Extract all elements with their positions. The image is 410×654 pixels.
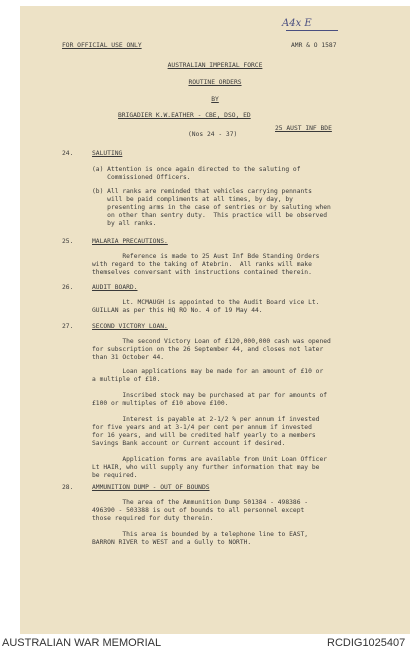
item-heading: SALUTING <box>92 150 123 157</box>
item-line: for subscription on the 26 September 44, and closes not later <box>92 346 324 353</box>
item-line: (a) Attention is once again directed to the saluting of <box>92 166 301 173</box>
by-label: BY <box>211 96 219 103</box>
item-line: The area of the Ammunition Dump 501384 - 498386 - <box>92 499 309 506</box>
item-line: 496390 - 503388 is out of bounds to all personnel except <box>92 507 305 514</box>
item-line: Application forms are available from Unit Loan Officer <box>92 456 328 463</box>
footer-institution: AUSTRALIAN WAR MEMORIAL <box>2 637 162 649</box>
item-line: those required for duty therein. <box>92 515 214 522</box>
orders-range: (Nos 24 - 37) <box>188 131 238 138</box>
item-line: Lt HAIR, who will supply any further information that may be <box>92 464 320 471</box>
item-line: Inscribed stock may be purchased at par for amounts of <box>92 392 328 399</box>
item-number: 27. <box>62 323 74 330</box>
item-heading: MALARIA PRECAUTIONS. <box>92 238 168 245</box>
item-line: will be paid compliments at all times, by day, by <box>92 196 293 203</box>
item-line: GUILLAN as per this HQ RO No. 4 of 19 May 44. <box>92 307 263 314</box>
item-line: with regard to the taking of Atebrin. All ranks will make <box>92 261 312 268</box>
item-number: 26. <box>62 284 74 291</box>
item-line: Lt. MCMAUGH is appointed to the Audit Board vice Lt. <box>92 299 320 306</box>
item-number: 24. <box>62 150 74 157</box>
document-reference: AMR & O 1587 <box>291 42 337 49</box>
item-line: Loan applications may be made for an amount of £10 or <box>92 368 324 375</box>
item-line: on other than sentry duty. This practice will be observed <box>92 212 328 219</box>
item-line: themselves conversant with instructions contained therein. <box>92 269 312 276</box>
item-line: than 31 October 44. <box>92 354 165 361</box>
item-line: Interest is payable at 2-1/2 % per annum if invested <box>92 416 320 423</box>
item-heading: SECOND VICTORY LOAN. <box>92 323 168 330</box>
classification-label: FOR OFFICIAL USE ONLY <box>62 42 142 49</box>
item-line: a multiple of £10. <box>92 376 161 383</box>
unit-name: 25 AUST INF BDE <box>275 125 332 132</box>
item-line: for five years and at 3-1/4 per cent per annum if invested <box>92 424 312 431</box>
item-heading: AUDIT BOARD. <box>92 284 138 291</box>
item-line: for 16 years, and will be credited half yearly to a members <box>92 432 316 439</box>
item-line: (b) All ranks are reminded that vehicles carrying pennants <box>92 188 312 195</box>
footer-record-id: RCDIG1025407 <box>327 637 406 649</box>
archive-footer <box>0 634 410 654</box>
item-heading: AMMUNITION DUMP - OUT OF BOUNDS <box>92 484 210 491</box>
item-line: by all ranks. <box>92 220 157 227</box>
item-line: BARRON RIVER to WEST and a Gully to NORTH. <box>92 539 252 546</box>
item-number: 25. <box>62 238 74 245</box>
author-line: BRIGADIER K.W.EATHER - CBE, DSO, ED <box>118 112 251 119</box>
organization-title: AUSTRALIAN IMPERIAL FORCE <box>167 62 263 69</box>
item-line: presenting arms in the case of sentries or by saluting when <box>92 204 331 211</box>
item-line: £100 or multiples of £10 above £100. <box>92 400 229 407</box>
item-line: be required. <box>92 472 138 479</box>
item-line: Reference is made to 25 Aust Inf Bde Standing Orders <box>92 253 320 260</box>
item-line: This area is bounded by a telephone line to EAST, <box>92 531 309 538</box>
handwritten-annotation: A4x E <box>282 18 312 29</box>
handwritten-underline <box>286 30 338 31</box>
item-line: The second Victory Loan of £120,000,000 cash was opened <box>92 338 331 345</box>
document-title: ROUTINE ORDERS <box>188 79 242 86</box>
item-line: Savings Bank account or Current account if desired. <box>92 440 286 447</box>
item-number: 28. <box>62 484 74 491</box>
item-line: Commissioned Officers. <box>92 174 191 181</box>
